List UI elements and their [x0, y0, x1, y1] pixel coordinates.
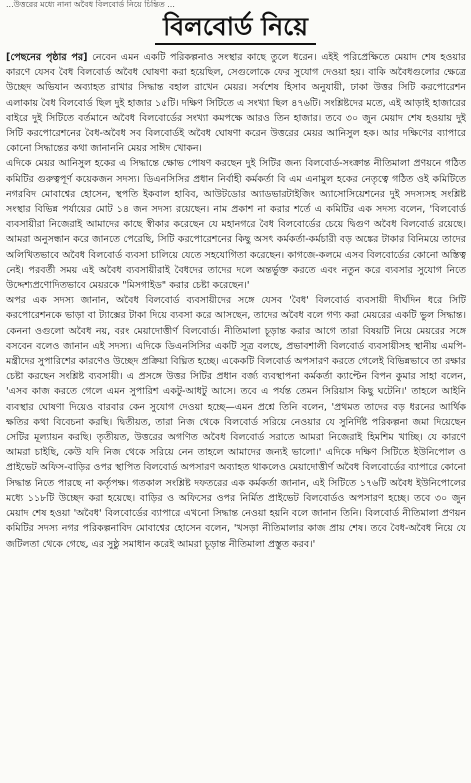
- headline-wrap: [0, 12, 471, 45]
- cut-off-previous-line: ...উত্তরের মধ্যে নানা অবৈধ বিলবোর্ড নিয়ে চিন্তিত ...: [6, 0, 175, 9]
- article-paragraph: [6, 293, 466, 551]
- article-body: [6, 50, 466, 780]
- article-paragraph: [6, 156, 466, 293]
- paragraph-text: নেবেন এমন একটি পরিকল্পনাও সংস্থার কাছে তুলে ধরেন। এইই পরিপ্রেক্ষিতে মেয়াদ শেষ হওয়ার কারণে যেসব বৈধ বিলবোর্ড অবৈধ ঘোষণা করা হয়েছিল, সেগুলোকে ফের সুযোগ দেওয়া হয়। বাকি অবৈধগুলোর ক্ষেত্রে উচ্ছেদ অভিযান অব্যাহত রাখার সিদ্ধান্ত বহাল রাখেন মেয়র। সর্বশেষ হিসাব অনুযায়ী, ঢাকা উত্তর সিটি করপোরেশন এলাকায় বৈধ বিলবোর্ড ছিল দুই হাজার ১৫টি। দক্ষিণ সিটিতে এ সংখ্যা ছিল ৪৭৬টি। সংশ্লিষ্টদের মতে, এই আড়াই হাজারের বাইরে দুই সিটিতে বর্তমানে অবৈধ বিলবোর্ডের সংখ্যা কমপক্ষে আরও তিন হাজার। তবে ৩০ জুন মেয়াদ শেষ হওয়ায় দুই সিটি করপোরেশনের বৈধ-অবৈধ সব বিলবোর্ডই অবৈধ ঘোষণা করেন উত্তরের মেয়র আনিসুল হক। আর দক্ষিণের ব্যাপারে কোনো সিদ্ধান্তের কথা জানাননি মেয়র সাঈদ খোকন।: [6, 52, 466, 155]
- paragraph-text: অপর এক সদস্য জানান, অবৈধ বিলবোর্ড ব্যবসায়ীদের সঙ্গে যেসব 'বৈধ' বিলবোর্ড ব্যবসায়ী দীর্ঘদিন ধরে সিটি করপোরেশনকে ভাড়া বা ট্যাক্সের টাকা দিয়ে ব্যবসা করে আসছেন, তাদের অবৈধ বলে গণ্য করা মেয়রের একটি ভুল সিদ্ধান্ত। কেননা ওগুলো অবৈধ নয়, বরং মেয়াদোত্তীর্ণ বিলবোর্ড। নীতিমালা চূড়ান্ত করার আগে তারা বিষয়টি নিয়ে মেয়রের সঙ্গে বসবেন বলেও জানান এই সদস্য। এদিকে ডিএনসিসির একটি সূত্র বলছে, প্রভাবশালী বিলবোর্ড ব্যবসায়ীসহ স্থানীয় এমপি-মন্ত্রীদের সুপারিশের কারণেও উচ্ছেদ প্রক্রিয়া বিঘ্নিত হচ্ছে। একেকটি বিলবোর্ড অপসারণ করতে গেলেই বিভিন্নভাবে তা রক্ষার চেষ্টা করছেন সংশ্লিষ্ট ব্যবসায়ী। এ প্রসঙ্গে উত্তর সিটির প্রধান বর্জ্য ব্যবস্থাপনা কর্মকর্তা ক্যাপ্টেন বিপন কুমার সাহা বলেন, 'এসব কাজ করতে গেলে এমন সুপারিশ একটু-আধটু আসে। তবে এ পর্যন্ত তেমন সিরিয়াস কিছু ঘটেনি।' তাহলে আইনি ব্যবস্থার ঘোষণা দিয়েও বারবার কেন সুযোগ দেওয়া হচ্ছে—এমন প্রশ্নে তিনি বলেন, 'প্রথমত তাদের বড় ধরনের আর্থিক ক্ষতির কথা বিবেচনা করছি। দ্বিতীয়ত, তারা নিজ থেকে বিলবোর্ড সরিয়ে নেওয়ার যে সুনির্দিষ্ট পরিকল্পনা জমা দিয়েছেন সেটির মূল্যায়ন করছি। তৃতীয়ত, উত্তরের অগণিত অবৈধ বিলবোর্ড সরাতে আমরা নিজেরাই হিমশিম খাচ্ছি। যে কারণে আমরা চাইছি, কেউ যদি নিজ থেকে সরিয়ে নেন তাহলে আমাদের জন্যই ভালো।' এদিকে দক্ষিণ সিটিতে ইউনিপোল ও প্রাইভেট অফিস-বাড়ির ওপর স্থাপিত বিলবোর্ড অপসারণ অব্যাহত থাকলেও মেয়াদোত্তীর্ণ অবৈধ বিলবোর্ডের ব্যাপারে কোনো সিদ্ধান্ত নিতে পারছে না কর্তৃপক্ষ। গতকাল সংশ্লিষ্ট দফতরের এক কর্মকর্তা জানান, এই সিটিতে ১৭৬টি অবৈধ ইউনিপোলের মধ্যে ১১৮টি উচ্ছেদ করা হয়েছে। বাড়ির ও অফিসের ওপর নির্মিত প্রাইভেট বিলবোর্ডও অপসারণ হচ্ছে। তবে ৩০ জুন মেয়াদ শেষ হওয়া 'অবৈধ' বিলবোর্ডের ব্যাপারে এখনো সিদ্ধান্ত নেওয়া হয়নি বলে জানান তিনি। বিলবোর্ড নীতিমালা প্রণয়ন কমিটির সদস্য নগর পরিকল্পনাবিদ মোবাশ্বের হোসেন বলেন, 'খসড়া নীতিমালার কাজ প্রায় শেষ। তবে বৈধ-অবৈধ নিয়ে যে জটিলতা থেকে গেছে, এর সুষ্ঠু সমাধান করেই আমরা চূড়ান্ত নীতিমালা প্রস্তুত করব।': [6, 295, 466, 550]
- continuation-label: [পেছনের পৃষ্ঠার পর]: [6, 52, 88, 63]
- headline: বিলবোর্ড নিয়ে: [155, 12, 316, 45]
- paragraph-text: এদিকে মেয়র আনিসুল হকের এ সিদ্ধান্তে ক্ষোভ পোষণ করছেন দুই সিটির জন্য বিলবোর্ড-সংক্রান্ত নীতিমালা প্রণয়নে গঠিত কমিটির গুরুত্বপূর্ণ কয়েকজন সদস্য। ডিএনসিসির প্রধান নির্বাহী কর্মকর্তা বি এম এনামুল হকের নেতৃত্বে গঠিত ওই কমিটিতে নগরবিদ মোবাশ্বের হোসেন, স্থপতি ইকবাল হাবিব, আউটডোর অ্যাডভারটাইজিং অ্যাসোসিয়েশনের দুই সদস্যসহ সংশ্লিষ্ট সংস্থার বিভিন্ন পর্যায়ের মোট ১৪ জন সদস্য রয়েছেন। নাম প্রকাশ না করার শর্তে এ কমিটির এক সদস্য বলেন, 'বিলবোর্ড ব্যবসায়ীরা নিজেরাই আমাদের কাছে স্বীকার করেছেন যে মহানগরে বৈধ বিলবোর্ডের চেয়ে দ্বিগুণ অবৈধ বিলবোর্ড রয়েছে। আমরা অনুসন্ধান করে জানতে পেরেছি, সিটি করপোরেশনের কিছু অসৎ কর্মকর্তা-কর্মচারী বড় অঙ্কের টাকার বিনিময়ে তাদের অলিখিতভাবে অবৈধ বিলবোর্ড ব্যবসা চালিয়ে যেতে সহযোগিতা করেছেন। কাগজে-কলমে এসব বিলবোর্ডের কোনো অস্তিত্ব নেই। পরবর্তী সময় এই অবৈধ ব্যবসায়ীরাই বৈধদের তাদের দলে অন্তর্ভুক্ত করতে এবং নতুন করে ব্যবসার সুযোগ নিতে উদ্দেশ্যপ্রণোদিতভাবে মেয়রকে "মিসগাইড" করার চেষ্টা করেছেন।': [6, 158, 466, 292]
- article-paragraph: [6, 50, 466, 156]
